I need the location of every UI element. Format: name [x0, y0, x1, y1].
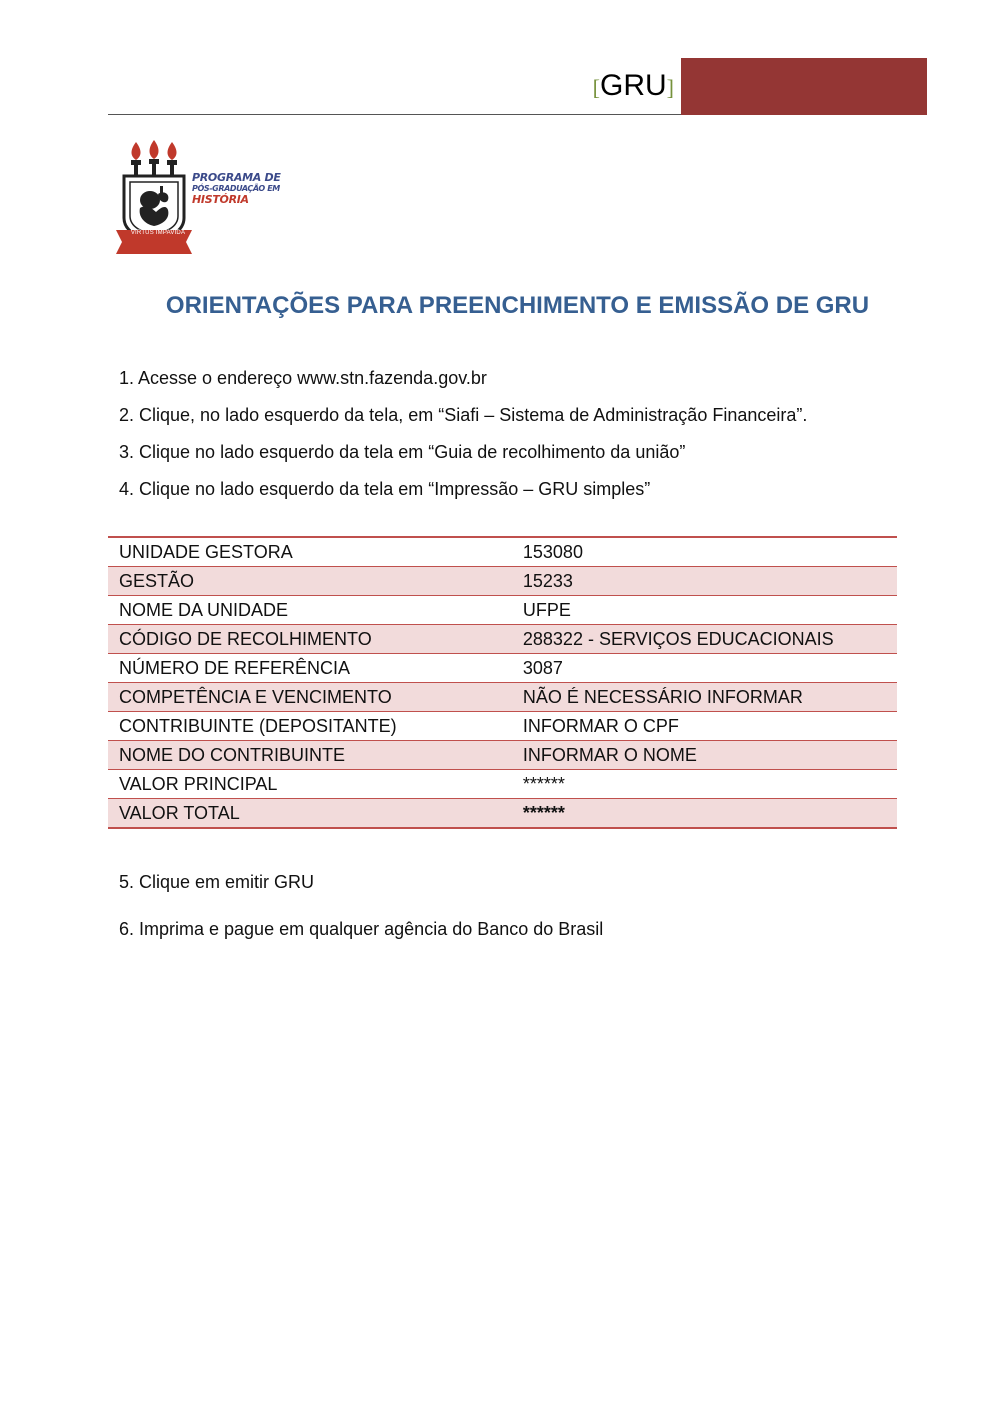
header-title	[560, 66, 674, 108]
table-row	[108, 625, 897, 654]
step-item: 1. Acesse o endereço www.stn.fazenda.gov.br	[119, 368, 487, 388]
field-label: NÚMERO DE REFERÊNCIA	[108, 654, 512, 683]
field-value: 153080	[512, 537, 897, 567]
step-item: 6. Imprima e pague em qualquer agência do Banco do Brasil	[119, 919, 604, 939]
logo-wordmark-line3: HISTÓRIA	[192, 193, 249, 206]
field-label: UNIDADE GESTORA	[108, 537, 512, 567]
header-rule	[108, 114, 682, 115]
field-value: ******	[512, 770, 897, 799]
field-label: CONTRIBUINTE (DEPOSITANTE)	[108, 712, 512, 741]
table-row	[108, 683, 897, 712]
logo-wordmark-line2: PÓS-GRADUAÇÃO EM	[192, 184, 280, 193]
table-row	[108, 741, 897, 770]
field-label: VALOR PRINCIPAL	[108, 770, 512, 799]
logo-motto: VIRTUS IMPAVIDA	[130, 230, 186, 236]
table-row	[108, 654, 897, 683]
field-value: 15233	[512, 567, 897, 596]
final-steps-list	[119, 868, 919, 962]
field-label: GESTÃO	[108, 567, 512, 596]
table-row	[108, 537, 897, 567]
field-value: UFPE	[512, 596, 897, 625]
torch-flames-icon	[132, 140, 177, 160]
step-item: 2. Clique, no lado esquerdo da tela, em “Siafi – Sistema de Administração Financeira”.	[119, 405, 808, 425]
logo-wordmark-line1: PROGRAMA DE	[192, 171, 281, 184]
field-value: ******	[512, 799, 897, 829]
field-label: NOME DO CONTRIBUINTE	[108, 741, 512, 770]
table-row	[108, 596, 897, 625]
field-value: INFORMAR O CPF	[512, 712, 897, 741]
field-label: CÓDIGO DE RECOLHIMENTO	[108, 625, 512, 654]
field-label: NOME DA UNIDADE	[108, 596, 512, 625]
field-label: COMPETÊNCIA E VENCIMENTO	[108, 683, 512, 712]
steps-list	[119, 364, 919, 512]
table-row	[108, 799, 897, 829]
field-label: VALOR TOTAL	[108, 799, 512, 829]
step-item: 4. Clique no lado esquerdo da tela em “Impressão – GRU simples”	[119, 479, 651, 499]
step-item: 3. Clique no lado esquerdo da tela em “Guia de recolhimento da união”	[119, 442, 686, 462]
table-row	[108, 567, 897, 596]
field-value: 288322 - SERVIÇOS EDUCACIONAIS	[512, 625, 897, 654]
header-bracket-close: ]	[666, 75, 674, 100]
field-value: 3087	[512, 654, 897, 683]
gru-fields-table	[108, 536, 897, 829]
header-color-block	[681, 58, 927, 115]
program-logo	[116, 138, 288, 256]
table-row	[108, 712, 897, 741]
logo-wordmark	[192, 172, 288, 205]
table-row	[108, 770, 897, 799]
field-value: NÃO É NECESSÁRIO INFORMAR	[512, 683, 897, 712]
document-title: ORIENTAÇÕES PARA PREENCHIMENTO E EMISSÃO DE GRU	[165, 292, 870, 319]
header-bracket-open: [	[592, 75, 600, 100]
header-title-text: GRU	[600, 69, 667, 102]
step-item: 5. Clique em emitir GRU	[119, 872, 315, 892]
field-value: INFORMAR O NOME	[512, 741, 897, 770]
